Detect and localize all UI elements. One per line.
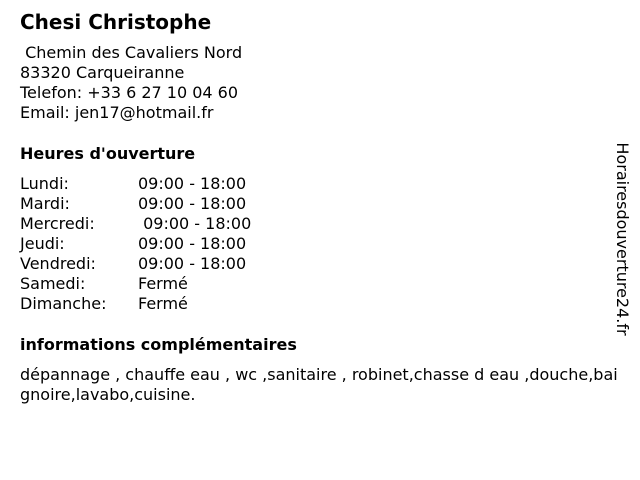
day-label: Mercredi: <box>20 214 95 233</box>
hours-table <box>20 174 620 314</box>
info-heading: informations complémentaires <box>20 335 297 354</box>
site-watermark: Horairesdouverture24.fr <box>613 142 632 336</box>
hours-row-thursday <box>20 234 620 254</box>
hours-heading: Heures d'ouverture <box>20 144 196 163</box>
hours-row-tuesday <box>20 194 620 214</box>
business-name: Chesi Christophe <box>20 10 212 34</box>
time-value: 09:00 - 18:00 <box>138 234 247 253</box>
day-label: Mardi: <box>20 194 70 213</box>
day-label: Dimanche: <box>20 294 107 313</box>
email-line: Email: jen17@hotmail.fr <box>20 103 214 122</box>
time-value: 09:00 - 18:00 <box>138 174 247 193</box>
business-card <box>20 10 620 405</box>
street-address: Chemin des Cavaliers Nord <box>20 43 243 62</box>
day-label: Samedi: <box>20 274 86 293</box>
info-text: dépannage , chauffe eau , wc ,sanitaire , robinet,chasse d eau ,douche,baignoire,lavabo,cuisine. <box>20 365 618 404</box>
hours-row-saturday <box>20 274 620 294</box>
day-label: Jeudi: <box>20 234 65 253</box>
hours-row-sunday <box>20 294 620 314</box>
postal-city: 83320 Carqueiranne <box>20 63 185 82</box>
time-value: 09:00 - 18:00 <box>138 254 247 273</box>
day-label: Vendredi: <box>20 254 96 273</box>
hours-row-wednesday <box>20 214 620 234</box>
day-label: Lundi: <box>20 174 69 193</box>
time-value: Fermé <box>138 274 188 293</box>
time-value: 09:00 - 18:00 <box>138 194 247 213</box>
time-value: 09:00 - 18:00 <box>138 214 252 233</box>
hours-row-monday <box>20 174 620 194</box>
phone-line: Telefon: +33 6 27 10 04 60 <box>20 83 239 102</box>
time-value: Fermé <box>138 294 188 313</box>
hours-row-friday <box>20 254 620 274</box>
